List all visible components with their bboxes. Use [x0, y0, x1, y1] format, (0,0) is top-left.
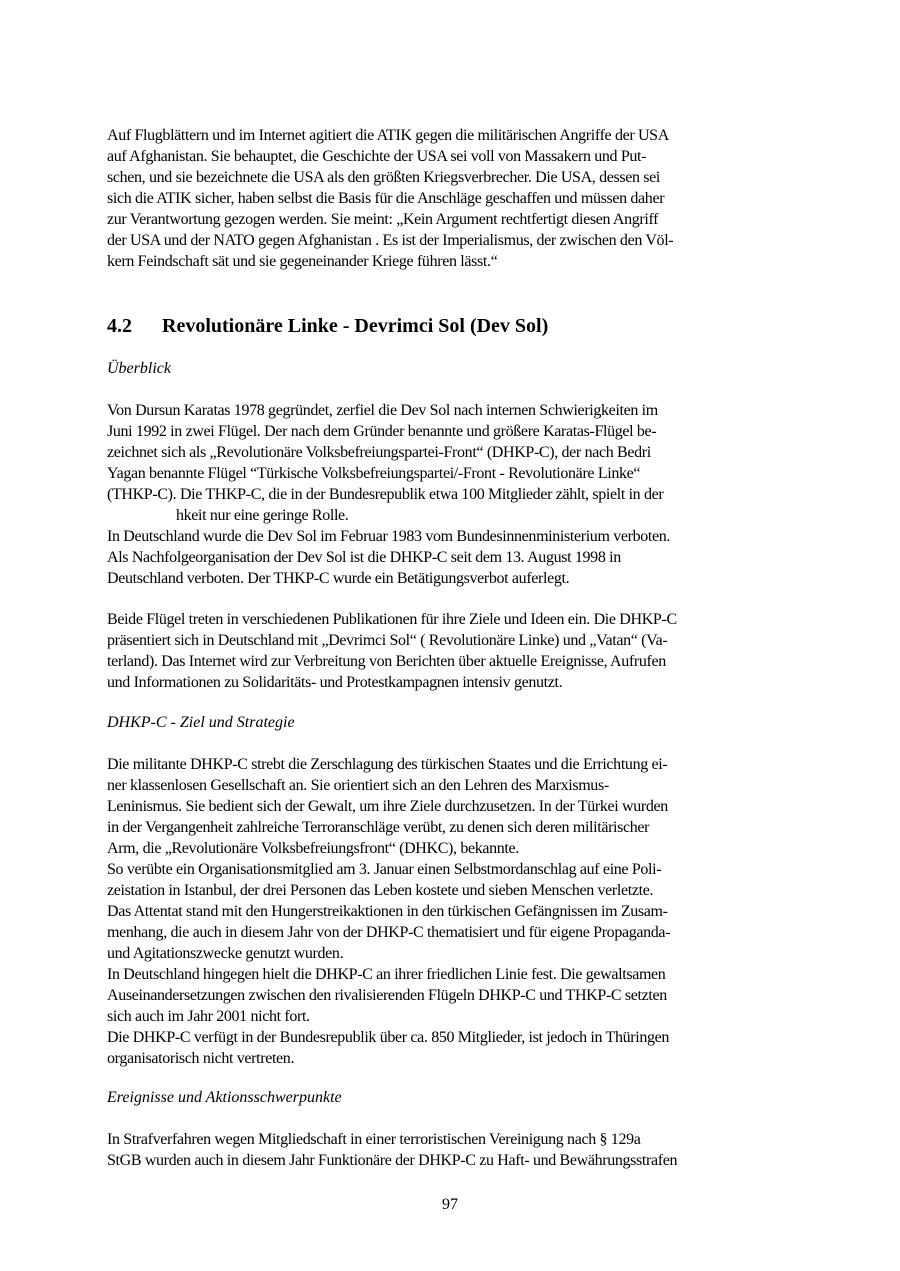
- text-line: terland). Das Internet wird zur Verbreitung von Berichten über aktuelle Ereignisse, Aufrufen: [107, 653, 666, 670]
- text-line: sich die ATIK sicher, haben selbst die Basis für die Anschläge geschaffen und müssen daher: [107, 190, 665, 207]
- text-line: präsentiert sich in Deutschland mit „Devrimci Sol“ ( Revolutionäre Linke) und „Vatan“ (Va-: [107, 632, 668, 649]
- text-line: ner klassenlosen Gesellschaft an. Sie orientiert sich an den Lehren des Marxismus-: [107, 777, 609, 794]
- text-line: Die militante DHKP-C strebt die Zerschlagung des türkischen Staates und die Errichtung ei-: [107, 756, 668, 773]
- text-line: sich auch im Jahr 2001 nicht fort.: [107, 1008, 310, 1025]
- overview-paragraph: [107, 400, 757, 589]
- text-line: Die DHKP-C verfügt in der Bundesrepublik über ca. 850 Mitglieder, ist jedoch in Thüringen: [107, 1029, 670, 1046]
- section-heading: [107, 312, 548, 340]
- text-line: In Deutschland wurde die Dev Sol im Februar 1983 vom Bundesinnenministerium verboten.: [107, 528, 671, 545]
- text-line: in der Vergangenheit zahlreiche Terroranschläge verübt, zu denen sich deren militärischer: [107, 819, 650, 836]
- section-title: Revolutionäre Linke - Devrimci Sol (Dev Sol): [162, 315, 549, 337]
- text-line: Leninismus. Sie bedient sich der Gewalt, um ihre Ziele durchzusetzen. In der Türkei wurden: [107, 798, 668, 815]
- publications-paragraph: [107, 609, 757, 693]
- text-line: So verübte ein Organisationsmitglied am 3. Januar einen Selbstmordanschlag auf eine Poli-: [107, 861, 662, 878]
- text-line: der USA und der NATO gegen Afghanistan . Es ist der Imperialismus, der zwischen den Völ-: [107, 232, 674, 249]
- section-number: 4.2: [107, 315, 132, 337]
- text-line: Auseinandersetzungen zwischen den rivalisierenden Flügeln DHKP-C und THKP-C setzten: [107, 987, 667, 1004]
- text-line: zur Verantwortung gezogen werden. Sie meint: „Kein Argument rechtfertigt diesen Angriff: [107, 211, 659, 228]
- text-line: In Strafverfahren wegen Mitgliedschaft in einer terroristischen Vereinigung nach § 129a: [107, 1131, 641, 1148]
- text-line: Arm, die „Revolutionäre Volksbefreiungsfront“ (DHKC), bekannte.: [107, 840, 519, 857]
- text-line: (THKP-C). Die THKP-C, die in der Bundesrepublik etwa 100 Mitglieder zählt, spielt in der: [107, 486, 664, 503]
- text-line: Yagan benannte Flügel “Türkische Volksbefreiungspartei/-Front - Revolutionäre Linke“: [107, 465, 641, 482]
- page-number: 97: [442, 1196, 458, 1213]
- text-line: Das Attentat stand mit den Hungerstreikaktionen in den türkischen Gefängnissen im Zusam-: [107, 903, 668, 920]
- subheading-overview: Überblick: [107, 360, 171, 377]
- text-line: Beide Flügel treten in verschiedenen Publikationen für ihre Ziele und Ideen ein. Die DHKP-C: [107, 611, 677, 628]
- text-line: zeichnet sich als „Revolutionäre Volksbefreiungspartei-Front“ (DHKP-C), der nach Bedri: [107, 444, 651, 461]
- text-line: organisatorisch nicht vertreten.: [107, 1050, 295, 1067]
- text-line: und Agitationszwecke genutzt wurden.: [107, 945, 344, 962]
- text-line: hkeit nur eine geringe Rolle.: [176, 507, 349, 524]
- subheading-strategy: DHKP-C - Ziel und Strategie: [107, 714, 295, 731]
- text-line: In Deutschland hingegen hielt die DHKP-C an ihrer friedlichen Linie fest. Die gewaltsamen: [107, 966, 666, 983]
- text-line: kern Feindschaft sät und sie gegeneinander Kriege führen lässt.“: [107, 253, 498, 270]
- text-line: Auf Flugblättern und im Internet agitiert die ATIK gegen die militärischen Angriffe der USA: [107, 127, 669, 144]
- text-line: auf Afghanistan. Sie behauptet, die Geschichte der USA sei voll von Massakern und Put-: [107, 148, 647, 165]
- intro-paragraph: [107, 125, 757, 272]
- text-line: menhang, die auch in diesem Jahr von der DHKP-C thematisiert und für eigene Propaganda-: [107, 924, 671, 941]
- text-line: Deutschland verboten. Der THKP-C wurde ein Betätigungsverbot auferlegt.: [107, 570, 570, 587]
- text-line: Juni 1992 in zwei Flügel. Der nach dem Gründer benannte und größere Karatas-Flügel be-: [107, 423, 657, 440]
- events-paragraph: [107, 1129, 757, 1171]
- text-line: StGB wurden auch in diesem Jahr Funktionäre der DHKP-C zu Haft- und Bewährungsstrafen: [107, 1152, 678, 1169]
- text-line: zeistation in Istanbul, der drei Personen das Leben kostete und sieben Menschen verletzte.: [107, 882, 654, 899]
- subheading-events: Ereignisse und Aktionsschwerpunkte: [107, 1089, 342, 1106]
- text-line: Von Dursun Karatas 1978 gegründet, zerfiel die Dev Sol nach internen Schwierigkeiten im: [107, 402, 658, 419]
- text-line: schen, und sie bezeichnete die USA als den größten Kriegsverbrecher. Die USA, dessen sei: [107, 169, 661, 186]
- text-line: und Informationen zu Solidaritäts- und Protestkampagnen intensiv genutzt.: [107, 674, 563, 691]
- text-line: Als Nachfolgeorganisation der Dev Sol ist die DHKP-C seit dem 13. August 1998 in: [107, 549, 621, 566]
- strategy-paragraph: [107, 754, 757, 1069]
